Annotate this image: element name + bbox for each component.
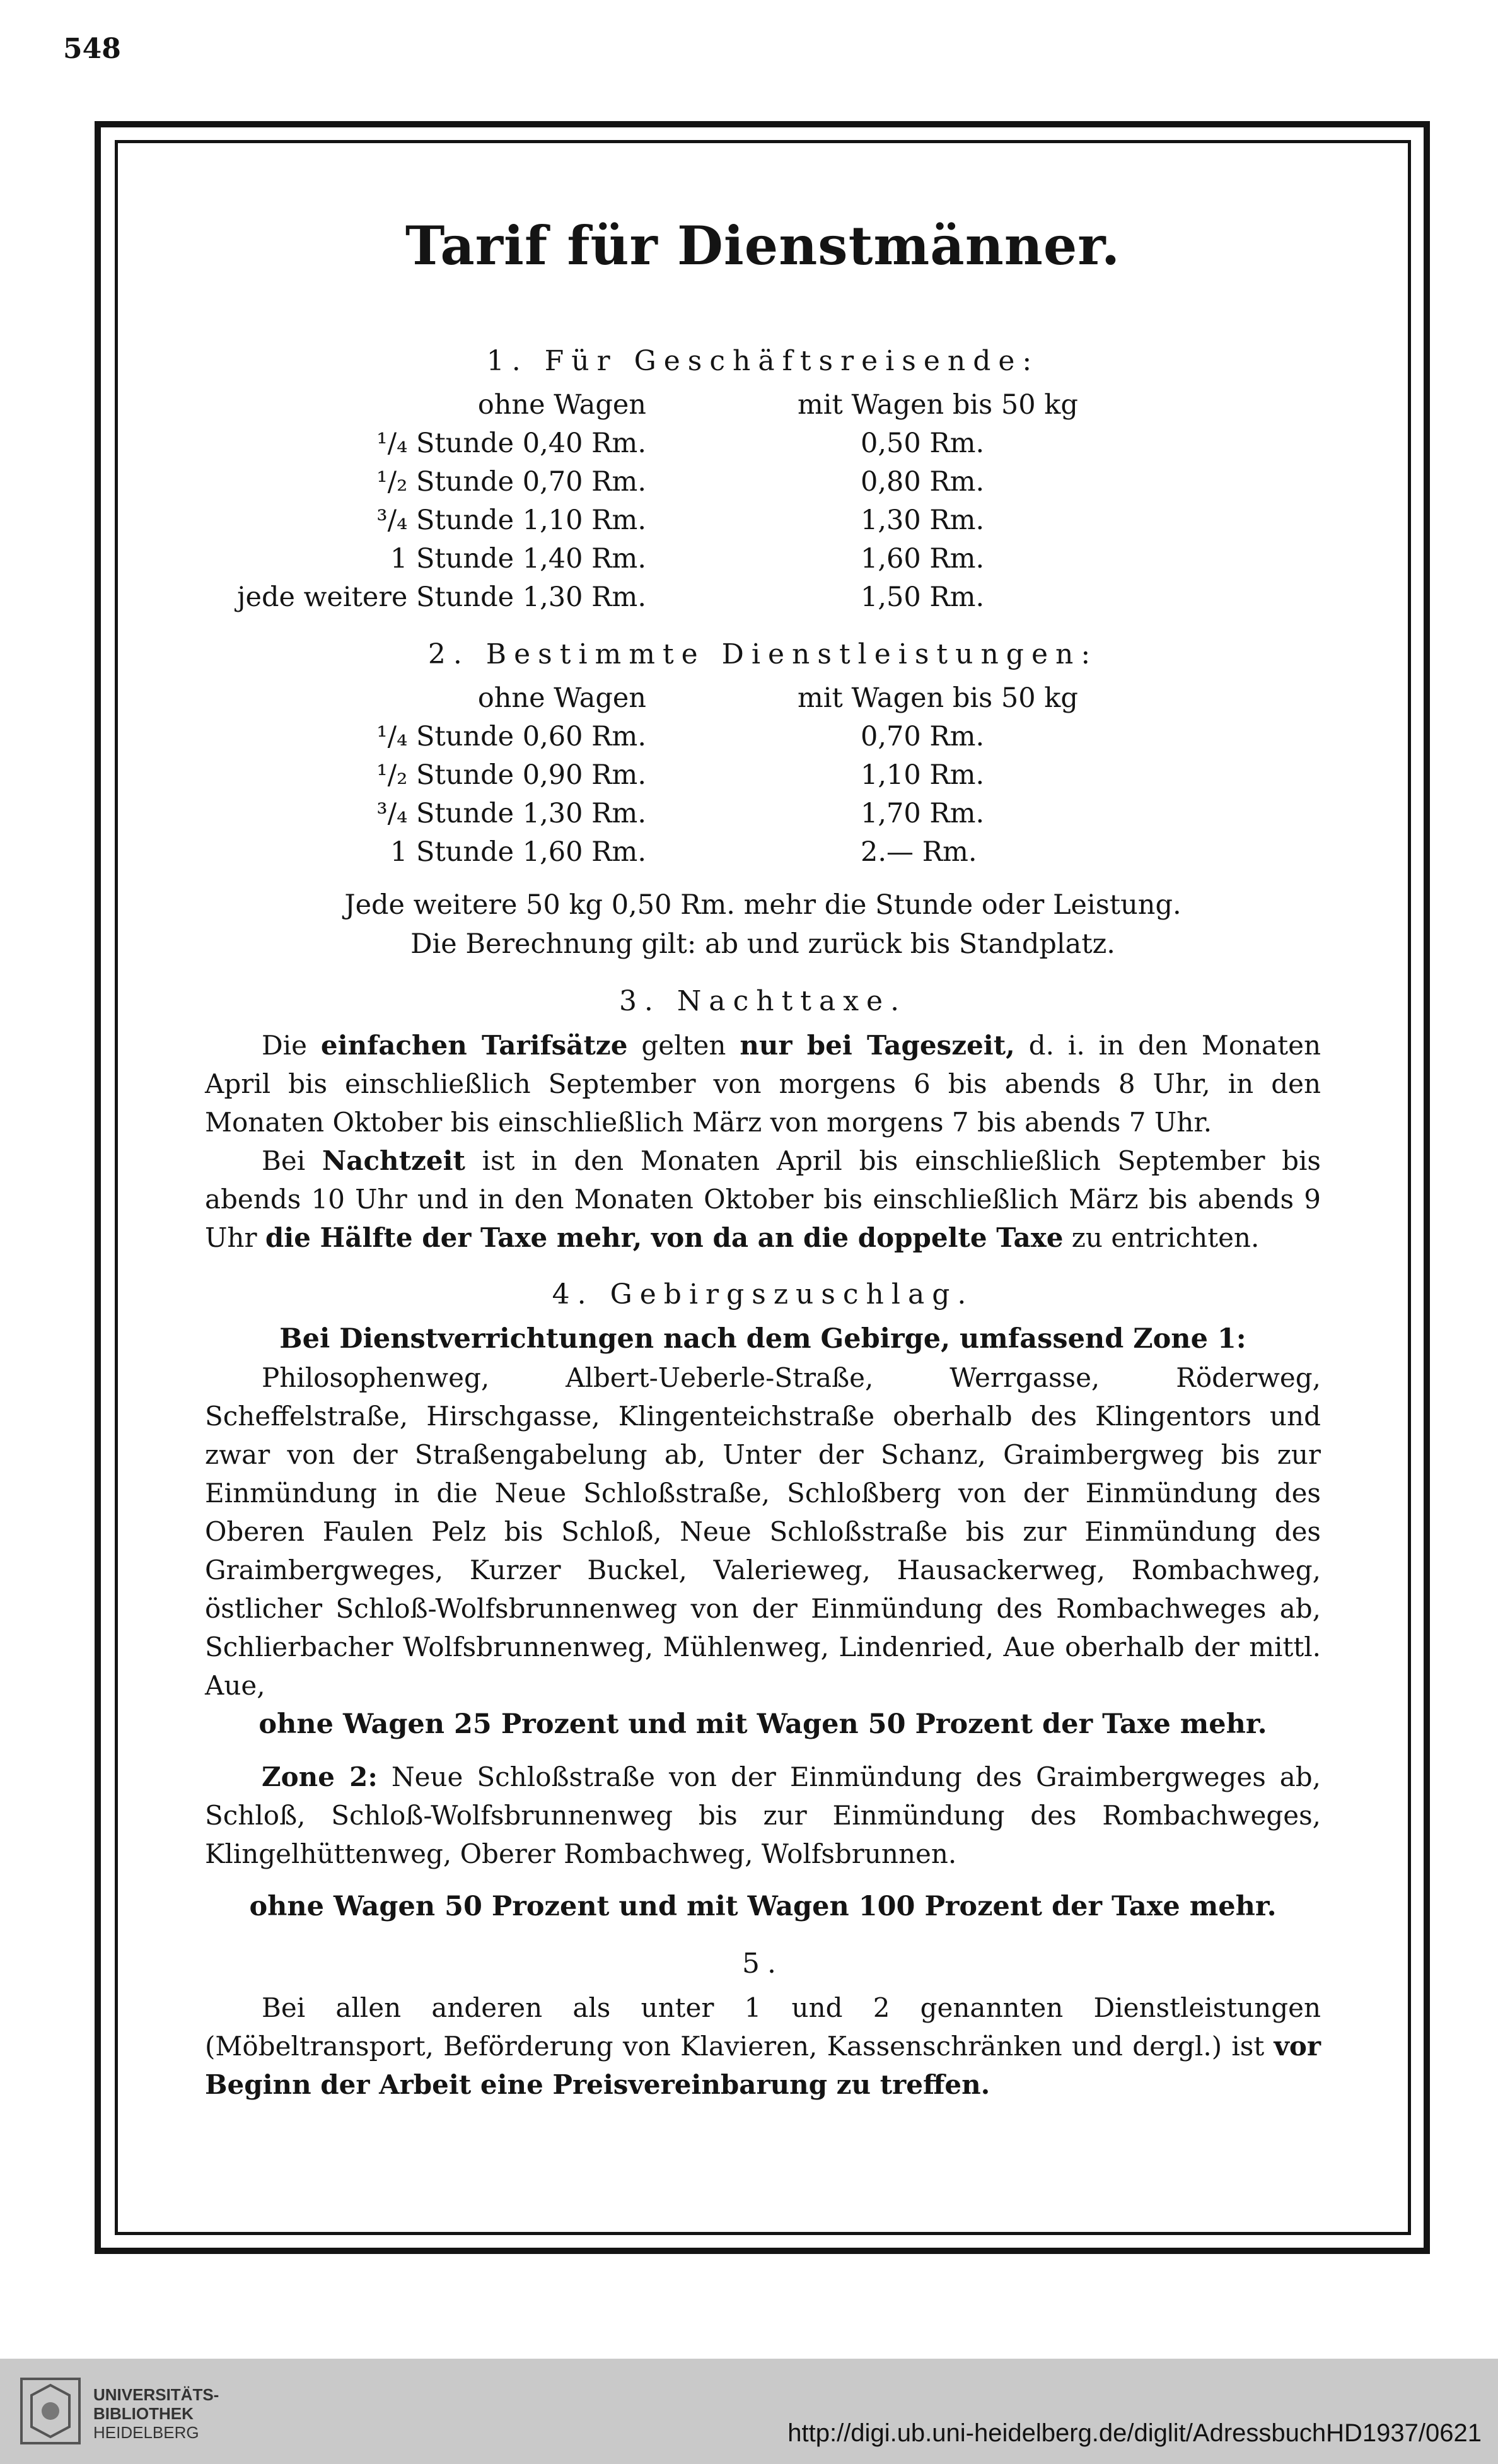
tariff-left: 1 Stunde 1,40 Rm. xyxy=(390,543,646,575)
billing-note: Die Berechnung gilt: ab und zurück bis Standplatz. xyxy=(410,928,1115,960)
tariff-left: 1 Stunde 1,60 Rm. xyxy=(390,836,646,868)
page-number: 548 xyxy=(63,33,121,65)
tariff-right: 1,60 Rm. xyxy=(861,543,985,575)
day-rates-paragraph: Die einfachen Tarifsätze gelten nur bei Tageszeit, d. i. in den Monaten April bis einschließlich September von morgens 6 bis abends 8 Uhr, in den Monaten Oktober bis einschließlich März von morgens 7 bis abends 7 Uhr. xyxy=(205,1030,1321,1138)
tariff-left: ³/₄ Stunde 1,30 Rm. xyxy=(376,798,646,829)
source-url-link[interactable]: http://digi.ub.uni-heidelberg.de/diglit/AdressbuchHD1937/0621 xyxy=(787,2419,1482,2447)
price-agreement-paragraph: Bei allen anderen als unter 1 und 2 genannten Dienstleistungen (Möbeltransport, Beförderung von Klavieren, Kassenschränken und dergl.) ist vor Beginn der Arbeit eine Preisvereinbarung zu treffen. xyxy=(205,1992,1321,2100)
tariff-right: 1,30 Rm. xyxy=(861,505,985,536)
tariff-row xyxy=(205,795,1321,833)
section-mountain-surcharge xyxy=(205,1278,1321,1926)
section-other-services xyxy=(205,1947,1321,2104)
col-with-wagon: mit Wagen bis 50 kg xyxy=(798,389,1078,421)
tariff-row xyxy=(205,463,1321,501)
library-footer xyxy=(0,2359,1498,2464)
section-heading: 3. Nachttaxe. xyxy=(618,985,907,1017)
section-business-travelers xyxy=(205,345,1321,617)
section-heading: 1. Für Geschäftsreisende: xyxy=(486,345,1040,377)
tariff-row xyxy=(205,424,1321,463)
tariff-left: ¹/₂ Stunde 0,90 Rm. xyxy=(376,759,646,791)
tariff-row xyxy=(205,501,1321,540)
university-seal-icon xyxy=(19,2376,82,2446)
institution-name: UNIVERSITÄTS- BIBLIOTHEK HEIDELBERG xyxy=(93,2385,219,2442)
tariff-right: 2.— Rm. xyxy=(861,836,977,868)
tariff-left: ¹/₄ Stunde 0,40 Rm. xyxy=(376,428,646,459)
tariff-left: jede weitere Stunde 1,30 Rm. xyxy=(237,581,646,613)
tariff-row xyxy=(205,833,1321,872)
zone1-surcharge: ohne Wagen 25 Prozent und mit Wagen 50 Prozent der Taxe mehr. xyxy=(258,1708,1267,1740)
tariff-header-row xyxy=(205,679,1321,718)
page-title: Tarif für Dienstmänner. xyxy=(405,214,1121,277)
zone1-heading: Bei Dienstverrichtungen nach dem Gebirge, umfassend Zone 1: xyxy=(279,1323,1246,1355)
tariff-right: 1,50 Rm. xyxy=(861,581,985,613)
tariff-header-row xyxy=(205,386,1321,424)
night-rates-paragraph: Bei Nachtzeit ist in den Monaten April bis einschließlich September bis abends 10 Uhr und in den Monaten Oktober bis einschließlich März bis abends 9 Uhr die Hälfte der Taxe mehr, von da an die doppelte Taxe zu entrichten. xyxy=(205,1145,1321,1253)
tariff-row xyxy=(205,540,1321,578)
zone2-surcharge: ohne Wagen 50 Prozent und mit Wagen 100 Prozent der Taxe mehr. xyxy=(249,1891,1277,1922)
col-without-wagon: ohne Wagen xyxy=(477,389,646,421)
col-without-wagon: ohne Wagen xyxy=(477,682,646,714)
page-content xyxy=(205,189,1321,2104)
tariff-left: ¹/₂ Stunde 0,70 Rm. xyxy=(376,466,646,498)
tariff-row xyxy=(205,578,1321,617)
tariff-left: ¹/₄ Stunde 0,60 Rm. xyxy=(376,721,646,752)
tariff-row xyxy=(205,718,1321,756)
tariff-right: 0,50 Rm. xyxy=(861,428,985,459)
section-heading: 5. xyxy=(742,1947,784,1980)
section-heading: 4. Gebirgszuschlag. xyxy=(552,1278,974,1311)
zone1-streets: Philosophenweg, Albert-Ueberle-Straße, Werrgasse, Röderweg, Scheffelstraße, Hirschgasse, Klingenteichstraße oberhalb des Klingentors und zwar von der Straßengabelung ab, Unter der Schanz, Graimbergweg bis zur Einmündung in die Neue Schloßstraße, Schloßberg von der Einmündung des Oberen Faulen Pelz bis Schloß, Neue Schloßstraße bis zur Einmündung des Graimbergweges, Kurzer Buckel, Valerieweg, Hausackerweg, Rombachweg, östlicher Schloß-Wolfsbrunnenweg von der Einmündung des Rombachweges ab, Schlierbacher Wolfsbrunnenweg, Mühlenweg, Lindenried, Aue oberhalb der mittl. Aue, xyxy=(205,1362,1321,1701)
tariff-right: 1,10 Rm. xyxy=(861,759,985,791)
zone2-streets: Zone 2: Neue Schloßstraße von der Einmündung des Graimbergweges ab, Schloß, Schloß-Wolfsbrunnenweg bis zur Einmündung des Rombachweges, Klingelhüttenweg, Oberer Rombachweg, Wolfsbrunnen. xyxy=(205,1761,1321,1869)
extra-weight-note: Jede weitere 50 kg 0,50 Rm. mehr die Stunde oder Leistung. xyxy=(344,889,1182,921)
tariff-left: ³/₄ Stunde 1,10 Rm. xyxy=(376,505,646,536)
col-with-wagon: mit Wagen bis 50 kg xyxy=(798,682,1078,714)
tariff-right: 0,80 Rm. xyxy=(861,466,985,498)
tariff-row xyxy=(205,756,1321,795)
tariff-right: 0,70 Rm. xyxy=(861,721,985,752)
section-specific-services xyxy=(205,638,1321,964)
section-night-tariff xyxy=(205,985,1321,1257)
section-heading: 2. Bestimmte Dienstleistungen: xyxy=(427,638,1098,670)
tariff-right: 1,70 Rm. xyxy=(861,798,985,829)
